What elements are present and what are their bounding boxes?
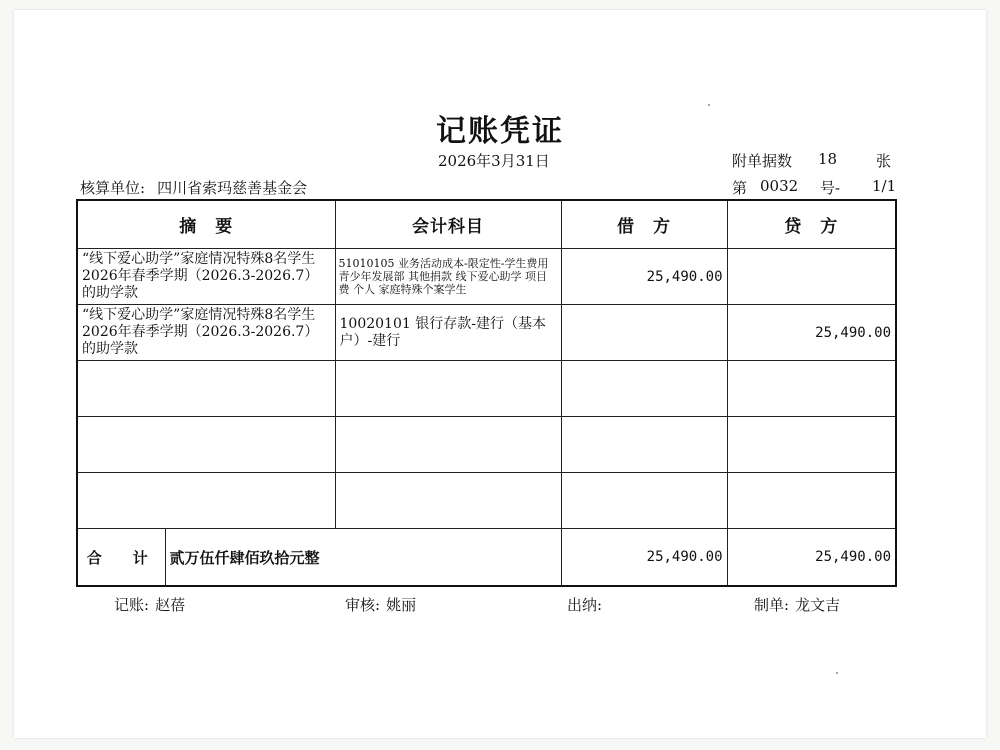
header-summary: 摘 要 xyxy=(77,200,335,249)
attachment-count xyxy=(732,150,897,170)
preparer-label: 制单: xyxy=(754,596,790,614)
paper-speck xyxy=(836,672,838,674)
reviewer-name: 姚丽 xyxy=(386,596,417,614)
preparer-signature xyxy=(754,594,840,615)
voucher-number-value: 0032 xyxy=(760,177,799,195)
preparer-name: 龙文吉 xyxy=(795,596,841,614)
header-credit: 贷 方 xyxy=(727,200,896,249)
header-account: 会计科目 xyxy=(335,200,561,249)
table-row xyxy=(77,417,896,473)
voucher-number-suffix: 号- xyxy=(820,179,841,197)
table-row xyxy=(77,473,896,529)
attachment-number: 18 xyxy=(818,150,838,168)
row-debit xyxy=(561,361,727,417)
row-credit xyxy=(727,361,896,417)
cashier-label: 出纳: xyxy=(567,596,603,614)
table-header-row xyxy=(77,200,896,249)
row-summary xyxy=(77,473,335,529)
row-debit xyxy=(561,305,727,361)
row-credit xyxy=(727,473,896,529)
accounting-unit xyxy=(80,177,307,198)
table-row xyxy=(77,305,896,361)
row-debit: 25,490.00 xyxy=(561,249,727,305)
signature-line xyxy=(0,594,1000,614)
bookkeeper-signature xyxy=(114,594,185,615)
total-amount-in-words: 贰万伍仟肆佰玖拾元整 xyxy=(165,529,561,587)
row-account xyxy=(335,417,561,473)
row-account: 10020101 银行存款-建行（基本户）-建行 xyxy=(335,305,561,361)
row-debit xyxy=(561,417,727,473)
header-debit: 借 方 xyxy=(561,200,727,249)
row-credit: 25,490.00 xyxy=(727,305,896,361)
row-credit xyxy=(727,249,896,305)
reviewer-label: 审核: xyxy=(345,596,381,614)
total-label: 合 计 xyxy=(77,529,165,587)
paper-speck xyxy=(708,104,710,106)
total-credit: 25,490.00 xyxy=(727,529,896,587)
table-row xyxy=(77,361,896,417)
row-account xyxy=(335,473,561,529)
accounting-unit-label: 核算单位: xyxy=(80,179,146,197)
voucher-table xyxy=(76,199,897,587)
accounting-unit-name: 四川省索玛慈善基金会 xyxy=(157,179,308,197)
row-credit xyxy=(727,417,896,473)
voucher-number xyxy=(732,177,897,197)
voucher-title: 记账凭证 xyxy=(436,114,564,149)
row-summary: “线下爱心助学”家庭情况特殊8名学生2026年春季学期（2026.3-2026.7）的助学款 xyxy=(77,249,335,305)
voucher-number-prefix: 第 xyxy=(732,179,748,197)
voucher-date: 2026年3月31日 xyxy=(438,152,550,170)
reviewer-signature xyxy=(345,594,416,615)
table-row xyxy=(77,249,896,305)
row-summary xyxy=(77,417,335,473)
voucher-page: 1/1 xyxy=(872,177,897,195)
row-summary: “线下爱心助学”家庭情况特殊8名学生2026年春季学期（2026.3-2026.7）的助学款 xyxy=(77,305,335,361)
row-summary xyxy=(77,361,335,417)
bookkeeper-label: 记账: xyxy=(114,596,150,614)
row-account xyxy=(335,361,561,417)
total-debit: 25,490.00 xyxy=(561,529,727,587)
row-debit xyxy=(561,473,727,529)
attachment-unit: 张 xyxy=(876,152,892,170)
row-account: 51010105 业务活动成本-限定性-学生费用 青少年发展部 其他捐款 线下爱心助学 项目费 个人 家庭特殊个案学生 xyxy=(335,249,561,305)
attachment-label: 附单据数 xyxy=(732,152,793,170)
total-row xyxy=(77,529,896,587)
cashier-signature xyxy=(567,594,608,615)
bookkeeper-name: 赵蓓 xyxy=(155,596,186,614)
